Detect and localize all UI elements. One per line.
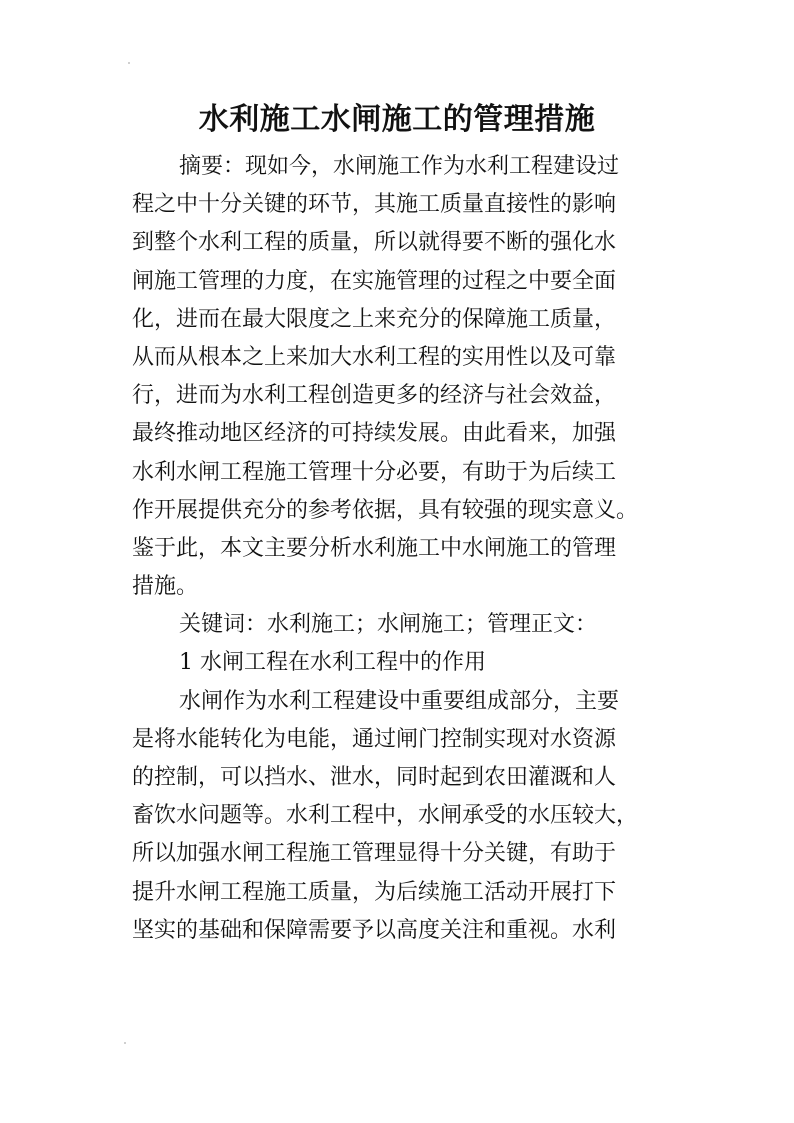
scan-mark-top <box>128 62 130 64</box>
body-line: 措施。 <box>132 574 199 600</box>
body-line: 提升水闸工程施工质量，为后续施工活动开展打下 <box>132 879 617 905</box>
body-line: 从而从根本之上来加大水利工程的实用性以及可靠 <box>132 344 617 370</box>
body-line: 闸施工管理的力度，在实施管理的过程之中要全面 <box>132 268 617 294</box>
body-line: 所以加强水闸工程施工管理显得十分关键，有助于 <box>132 841 617 867</box>
body-line: 的控制，可以挡水、泄水，同时起到农田灌溉和人 <box>132 765 617 790</box>
body-line: 到整个水利工程的质量，所以就得要不断的强化水 <box>132 230 617 256</box>
body-line: 化，进而在最大限度之上来充分的保障施工质量， <box>132 306 617 332</box>
body-line: 最终推动地区经济的可持续发展。由此看来，加强 <box>132 421 617 447</box>
document-title: 水利施工水闸施工的管理措施 <box>198 102 596 137</box>
body-line: 摘要：现如今，水闸施工作为水利工程建设过 <box>179 154 620 179</box>
body-line: 行，进而为水利工程创造更多的经济与社会效益， <box>132 383 617 409</box>
body-line: 水闸作为水利工程建设中重要组成部分，主要 <box>179 688 620 714</box>
document-body <box>132 148 672 950</box>
body-line: 水利水闸工程施工管理十分必要，有助于为后续工 <box>132 459 617 485</box>
body-line: 程之中十分关键的环节，其施工质量直接性的影响 <box>132 192 617 218</box>
scan-mark-bottom <box>124 1042 126 1044</box>
body-line: 作开展提供充分的参考依据，具有较强的现实意义。 <box>132 497 639 523</box>
body-line: 关键词：水利施工；水闸施工；管理正文： <box>179 612 598 638</box>
body-line: 1 水闸工程在水利工程中的作用 <box>179 650 486 676</box>
body-line: 鉴于此，本文主要分析水利施工中水闸施工的管理 <box>132 535 617 561</box>
body-line: 坚实的基础和保障需要予以高度关注和重视。水利 <box>132 917 617 943</box>
body-line: 是将水能转化为电能，通过闸门控制实现对水资源 <box>132 726 617 752</box>
body-line: 畜饮水问题等。水利工程中，水闸承受的水压较大， <box>132 803 639 829</box>
